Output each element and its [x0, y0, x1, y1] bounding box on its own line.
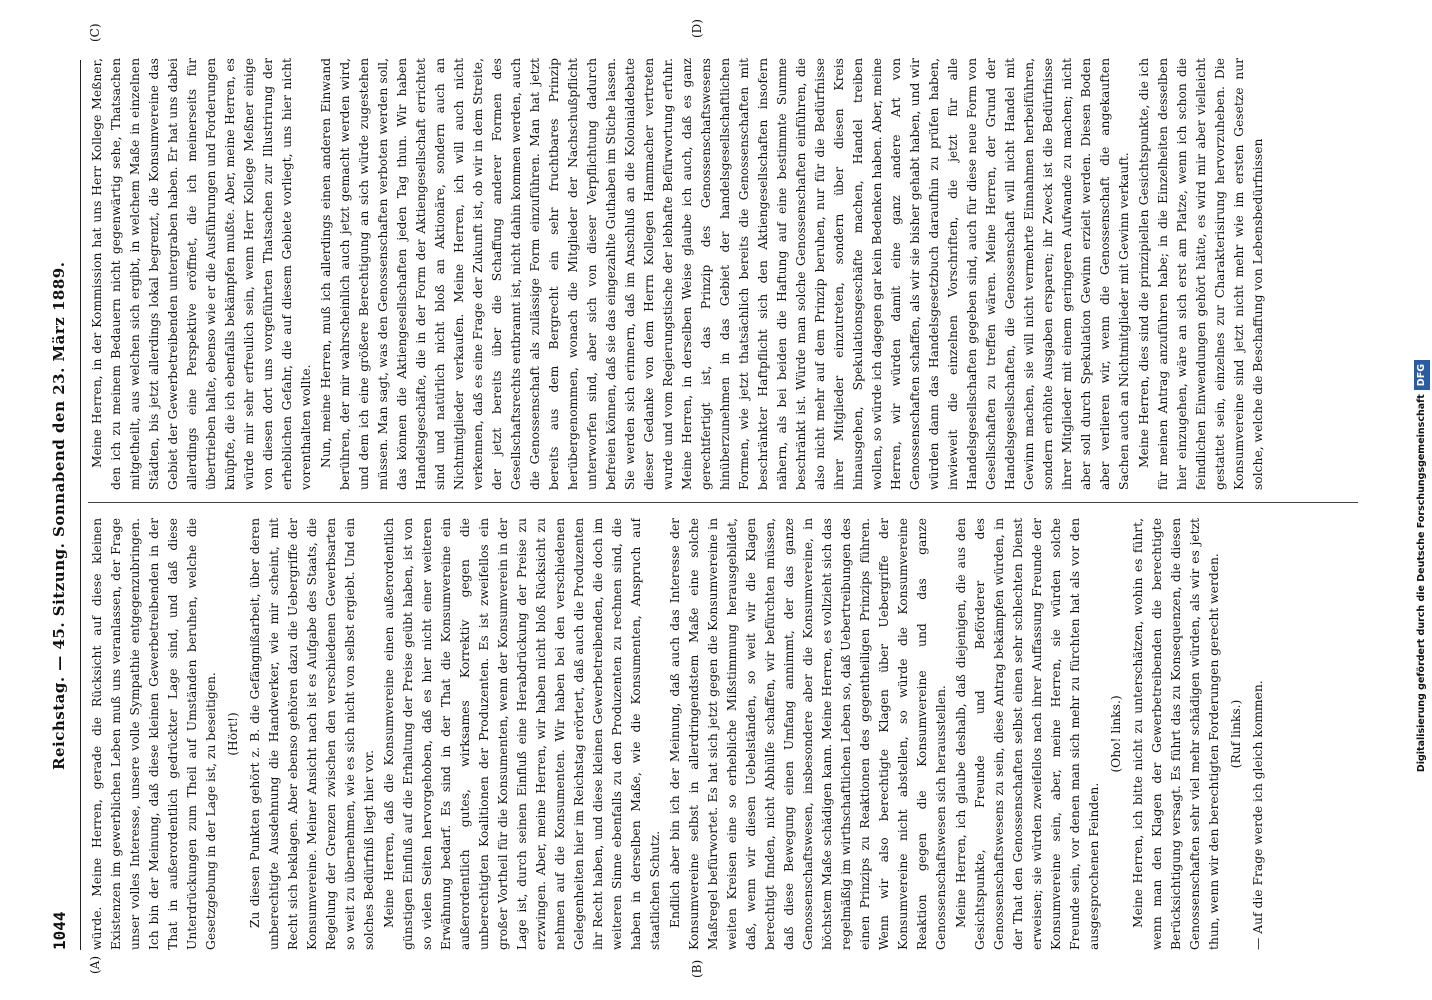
text-column-right	[88, 58, 1398, 490]
column-divider	[88, 502, 1358, 503]
page-number: 1044	[50, 911, 69, 950]
dfg-logo: DFG	[1414, 360, 1430, 390]
session-title: Reichstag. — 45. Sitzung. Sonnabend den 23. März 1889.	[50, 261, 68, 770]
paragraph: Meine Herren, ich bitte nicht zu unterschätzen, wohin es führt, wenn man den Klagen der Gewerbetreibenden die berechtigte Berücksichtigung versagt. Es führt das zu Konsequenzen, die diesen Genossenschaften sehr viel mehr schädigen würden, als wir es jetzt thun, wenn wir den berechtigten Forderungen gerecht werden.	[1131, 518, 1221, 950]
interjection: (Oho! links.)	[1109, 695, 1123, 773]
interjection: (Hört!)	[226, 712, 240, 756]
paragraph: Meine Herren, in der Kommission hat uns Herr Kollege Meßner, den ich zu meinem Bedauern nicht gegenwärtig sehe, Thatsachen mitgetheilt, aus welchen sich ergibt, in welchem Maße in einzelnen Städten, bis jetzt allerdings lokal begrenzt, die Konsumvereine das Gebiet der Gewerbetreibenden untergraben haben. Er hat uns dabei allerdings eine Perspektive eröffnet, die ich meinerseits für übertrieben halte, ebenso wie er die Ausführungen und Forderungen knüpfte, die ich ebenfalls bekämpfen mußte. Aber, meine Herren, es würde mir sehr erfreulich sein, wenn Herr Kollege Meßner einige von diesen dort uns vorgeführten Thatsachen zur Illustrirung der erheblichen Gefahr, die auf diesem Gebiete vorliegt, uns hier nicht vorenthalten wollte.	[90, 58, 313, 490]
paragraph: würde. Meine Herren, gerade die Rücksicht auf diese kleinen Existenzen im gewerblichen Leben muß uns veranlassen, der Frage unser volles Interesse, unsere volle Sympathie entgegenzubringen. Ich bin der Meinung, daß diese kleinen Gewerbetreibenden in der That in außerordentlich gedrückter Lage sind, und daß diese Unterdrückungen zum Theil auf Umständen beruhen, welche die Gesetzgebung in der Lage ist, zu beseitigen.	[90, 518, 218, 950]
header-rule	[80, 60, 81, 950]
paragraph: Zu diesen Punkten gehört z. B. die Gefängnißarbeit, über deren unberechtigte Ausdehnung die Handwerker, wie mir scheint, mit Recht sich beklagen. Aber ebenso gehören dazu die Uebergriffe der Konsumvereine. Meiner Ansicht nach ist es Aufgabe des Staats, die Regelung der Grenzen zwischen den verschiedenen Gewerbsarten so weit zu übernehmen, wie es sich nicht von selbst ergiebt. Und ein solches Bedürfniß liegt hier vor.	[248, 518, 376, 950]
paragraph: Meine Herren, daß die Konsumvereine einen außerordentlich günstigen Einfluß auf die Erhaltung der Preise geübt haben, ist von so vielen Seiten hervorgehoben, daß es hier nicht einer weiteren Erwähnung bedarf. Es sind in der That die Konsumvereine ein außerordentlich gutes, wirksames Korrektiv gegen die unberechtigten Koalitionen der Produzenten. Es ist zweifellos ein großer Vortheil für die Konsumenten, wenn der Konsumverein in der Lage ist, durch seinen Einfluß eine Herabdrückung der Preise zu erzwingen. Aber, meine Herren, wir haben nicht bloß Rücksicht zu nehmen auf die Konsumenten. Wir haben bei den verschiedenen Gelegenheiten hier im Reichstag erörtert, daß auch die Produzenten ihr Recht haben, und diese kleinen Gewerbetreibenden, die doch im weiteren Sinne ebenfalls zu den Produzenten zu rechnen sind, die haben in derselben Maße, wie die Konsumenten, Anspruch auf staatlichen Schutz.	[382, 518, 662, 950]
paragraph: Meine Herren, dies sind die prinzipiellen Gesichtspunkte, die ich für meinen Antrag anzuführen habe; in die Einzelheiten desselben hier einzugehen, wäre an sich erst am Platze, wenn ich schon die feindlichen Einwendungen gehört hätte, es wird mir aber vielleicht gestattet sein, einzelnes zur Charakterisirung hervorzuheben. Die Konsumvereine sind jetzt nicht mehr wie im ersten Gesetze nur solche, welche die Beschaffung von Lebensbedürfnissen	[1137, 58, 1265, 490]
interjection: (Ruf links.)	[1229, 699, 1243, 769]
funding-notice-strip	[1414, 360, 1430, 1000]
margin-marker-b: (B)	[690, 959, 704, 978]
running-header	[50, 60, 76, 950]
paragraph: Nun, meine Herren, muß ich allerdings einen anderen Einwand berühren, der mir wahrscheinlich auch jetzt gemacht werden wird, und dem ich eine größere Berechtigung an sich würde zugestehen müssen. Man sagt, was den Genossenschaften verboten werden soll, das können die Aktiengesellschaften jeden Tag thun. Wir haben Handelsgeschäfte, die in der Form der Aktiengesellschaft errichtet sind und natürlich nicht bloß an Aktionäre, sondern auch an Nichtmitglieder verkaufen. Meine Herren, ich will auch nicht verkennen, daß es eine Frage der Zukunft ist, ob wir in dem Streite, der jetzt bereits über die Schaffung anderer Formen des Gesellschaftsrechts entbrannt ist, nicht dahin kommen werden, auch die Genossenschaft als zulässige Form einzuführen. Man hat jetzt bereits aus dem Bergrecht ein sehr fruchtbares Prinzip herübergenommen, wonach die Mitglieder der Nachschußpflicht unterworfen sind, aber sich von dieser Verpflichtung dadurch befreien können, daß sie das eingezahlte Guthaben im Stiche lassen. Sie werden sich erinnern, daß im Anschluß an die Kolonialdebatte dieser Gedanke von dem Herrn Kollegen Hammacher vertreten wurde und vom Regierungstische der lebhafte Befürwortung erfuhr. Meine Herren, in derselben Weise glaube ich auch, daß es ganz gerechtfertigt ist, das Prinzip des Genossenschaftswesens hinüberzunehmen in das Gebiet der handelsgesellschaftlichen Formen, wie jetzt thatsächlich bereits die Genossenschaften mit beschränkter Haftpflicht sich den Aktiengesellschaften insofern nähern, als bei beiden die Haftung auf eine bestimmte Summe beschränkt ist. Würde man solche Genossenschaften einführen, die also nicht mehr auf dem Prinzip beruhen, nur für die Bedürfnisse ihrer Mitglieder einzutreten, sondern über diesen Kreis hinausgehen, Spekulationsgeschäfte machen, Handel treiben wollen, so würde ich dagegen gar kein Bedenken haben. Aber, meine Herren, wir würden damit eine ganz andere Art von Genossenschaften schaffen, als wir sie bisher gehabt haben, und wir würden dann das Handelsgesetzbuch daraufhin zu prüfen haben, inwieweit die einzelnen Vorschriften, die jetzt für alle Handelsgesellschaften gegeben sind, auch für diese neue Form von Gesellschaften zu treffen wären. Meine Herren, der Grund der Handelsgesellschaften, die Genossenschaft will nicht Handel mit Gewinn machen, sie will nicht vermehrte Einnahmen herbeiführen, sondern erhöhte Ausgaben ersparen; ihr Zweck ist die Bedürfnisse ihrer Mitglieder mit einem geringeren Aufwande zu machen; nicht aber soll durch Spekulation Gewinn erzielt werden. Diesen Boden aber verlieren wir, wenn die Genossenschaft die angekauften Sachen auch an Nichtmitglieder mit Gewinn verkauft.	[319, 58, 1131, 490]
paragraph: Endlich aber bin ich der Meinung, daß auch das Interesse der Konsumvereine selbst in allerdringendstem Maße eine solche Maßregel befürwortet. Es hat sich jetzt gegen die Konsumvereine in weiten Kreisen eine so erhebliche Mißstimmung herausgebildet, daß, wenn wir diesen Uebelständen, so weit wir die Klagen berechtigt finden, nicht Abhülfe schaffen, wir befürchten müssen, daß diese Bewegung einen Umfang annimmt, der das ganze Genossenschaftswesen, insbesondere aber die Konsumvereine, in höchstem Maße schädigen kann. Meine Herren, es vollzieht sich das regelmäßig im wirthschaftlichen Leben so, daß Uebertreibungen des einen Prinzips zu Reaktionen des gegentheiligen Prinzips führen. Wenn wir also berechtigte Klagen über Uebergriffe der Konsumvereine nicht abstellen, so würde die Konsumvereine Reaktion gegen die Konsumvereine und das ganze Genossenschaftswesen sich herausstellen.	[668, 518, 948, 950]
funding-notice: Digitalisierung gefördert durch die Deutsche Forschungsgemeinschaft	[1416, 394, 1427, 773]
margin-marker-a: (A)	[88, 955, 102, 974]
paragraph: — Auf die Frage werde ich gleich kommen.	[1251, 680, 1265, 950]
margin-marker-c: (C)	[88, 23, 102, 42]
paragraph: Meine Herren, ich glaube deshalb, daß diejenigen, die aus den Gesichtspunkte, Freunde und Beförderer des Genossenschaftswesens zu sein, diese Antrag bekämpfen würden, in der That den Genossenschaften selbst einen sehr schlechten Dienst erweisen; sie würden zweifellos nach ihrer Auffassung Freunde der Konsumvereine sein, aber, meine Herren, sie würden solche Freunde sein, vor denen man sich mehr zu fürchten hat als vor den ausgesprochenen Feinden.	[954, 518, 1101, 950]
margin-marker-d: (D)	[690, 19, 704, 38]
text-column-left	[88, 518, 1398, 950]
